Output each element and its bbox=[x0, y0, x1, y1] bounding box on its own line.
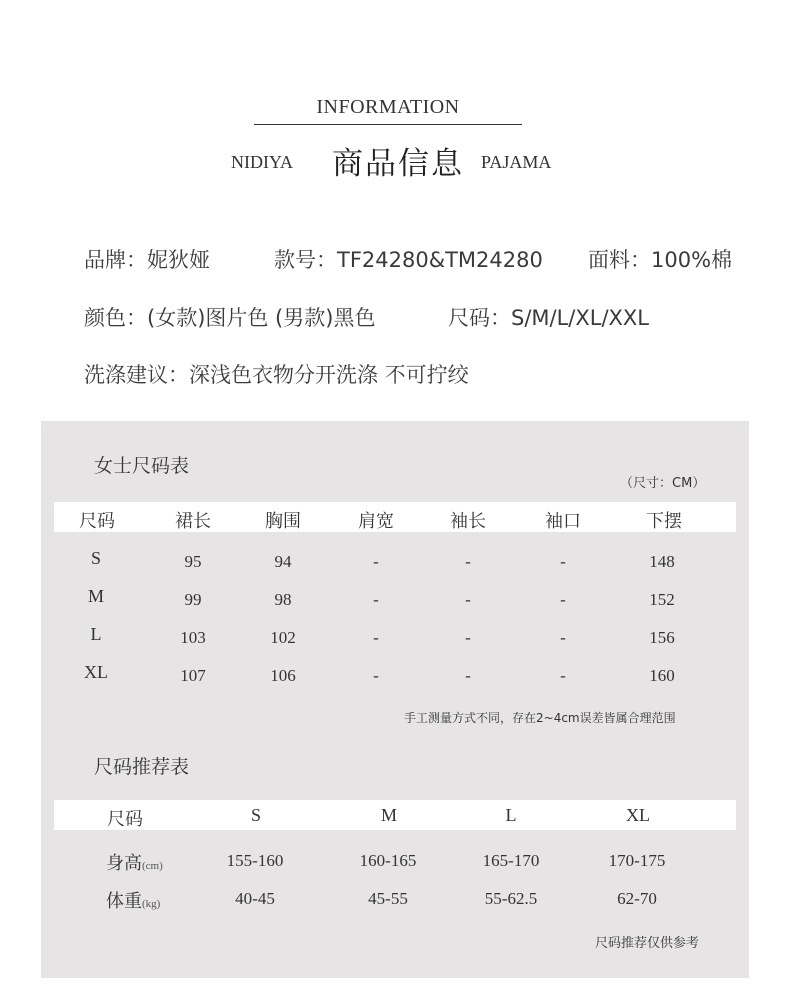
women-table-cell: - bbox=[465, 552, 471, 571]
product-fabric: 面料：100%棉 bbox=[588, 248, 733, 272]
women-table-cell: 160 bbox=[649, 666, 675, 685]
women-size-cell: S bbox=[90, 548, 102, 568]
women-table-title: 女士尺码表 bbox=[94, 456, 190, 477]
women-table-cell: 107 bbox=[180, 666, 206, 685]
weight-row-label bbox=[106, 887, 160, 913]
height-row-label bbox=[106, 849, 163, 875]
women-table-cell: 102 bbox=[270, 628, 296, 647]
women-size-cell: XL bbox=[84, 662, 108, 682]
women-table-cell: - bbox=[560, 666, 566, 685]
recommend-table-cell: 155-160 bbox=[226, 851, 284, 870]
recommend-table-cell: 55-62.5 bbox=[484, 889, 538, 908]
product-washing: 洗涤建议：深浅色衣物分开洗涤 不可拧绞 bbox=[84, 363, 469, 387]
women-table-cell: 99 bbox=[184, 590, 202, 609]
women-table-cell: 95 bbox=[184, 552, 202, 571]
height-unit: (cm) bbox=[142, 860, 163, 872]
women-table-cell: 94 bbox=[274, 552, 292, 571]
recommend-table-cell: 62-70 bbox=[617, 889, 657, 908]
women-table-cell: 152 bbox=[649, 590, 675, 609]
women-table-cell: - bbox=[373, 628, 379, 647]
heading-underline bbox=[254, 124, 522, 125]
recommend-table-cell: 40-45 bbox=[235, 889, 275, 908]
page-title: 商品信息 bbox=[332, 146, 464, 181]
women-table-cell: 98 bbox=[274, 590, 292, 609]
women-header-cell: 袖长 bbox=[450, 511, 486, 531]
women-size-cell: M bbox=[87, 586, 105, 606]
women-table-cell: 106 bbox=[270, 666, 296, 685]
recommend-note: 尺码推荐仅供参考 bbox=[595, 936, 700, 951]
product-color: 颜色：(女款)图片色 (男款)黑色 bbox=[84, 306, 376, 330]
women-table-cell: - bbox=[373, 590, 379, 609]
women-table-cell: - bbox=[465, 666, 471, 685]
product-sizes: 尺码：S/M/L/XL/XXL bbox=[448, 306, 650, 330]
women-header-cell: 胸围 bbox=[265, 511, 301, 531]
recommend-header-cell: 尺码 bbox=[107, 809, 143, 829]
weight-unit: (kg) bbox=[142, 898, 161, 910]
recommend-table-cell: 165-170 bbox=[482, 851, 540, 870]
recommend-table-cell: 160-165 bbox=[359, 851, 417, 870]
recommend-header-cell: M bbox=[380, 805, 398, 825]
women-table-cell: 156 bbox=[649, 628, 675, 647]
recommend-header-cell: L bbox=[505, 805, 517, 825]
unit-note: （尺寸：CM） bbox=[620, 476, 706, 491]
women-table-cell: - bbox=[465, 590, 471, 609]
product-model: 款号：TF24280&TM24280 bbox=[274, 248, 543, 272]
women-table-cell: - bbox=[465, 628, 471, 647]
recommend-table-cell: 170-175 bbox=[608, 851, 666, 870]
measurement-note: 手工测量方式不同，存在2~4cm误差皆属合理范围 bbox=[404, 711, 676, 725]
brand-name-right: PAJAMA bbox=[481, 152, 552, 172]
women-table-header-band bbox=[54, 502, 736, 532]
women-header-cell: 肩宽 bbox=[358, 511, 394, 531]
recommend-table-cell: 45-55 bbox=[368, 889, 408, 908]
women-size-cell: L bbox=[90, 624, 102, 644]
recommend-header-cell: S bbox=[250, 805, 262, 825]
women-table-cell: - bbox=[373, 666, 379, 685]
product-brand: 品牌：妮狄娅 bbox=[84, 248, 210, 272]
height-label: 身高 bbox=[106, 853, 142, 873]
women-table-cell: 148 bbox=[649, 552, 675, 571]
brand-name-left: NIDIYA bbox=[231, 152, 293, 172]
women-table-cell: - bbox=[373, 552, 379, 571]
info-heading: INFORMATION bbox=[316, 96, 460, 118]
women-header-cell: 袖口 bbox=[545, 511, 581, 531]
women-header-cell: 下摆 bbox=[646, 511, 682, 531]
recommend-table-title: 尺码推荐表 bbox=[94, 757, 190, 778]
women-table-cell: - bbox=[560, 628, 566, 647]
women-header-cell: 尺码 bbox=[79, 511, 115, 531]
women-table-cell: - bbox=[560, 590, 566, 609]
recommend-header-cell: XL bbox=[626, 805, 650, 825]
women-table-cell: 103 bbox=[180, 628, 206, 647]
weight-label: 体重 bbox=[106, 891, 142, 911]
women-header-cell: 裙长 bbox=[175, 511, 211, 531]
women-table-cell: - bbox=[560, 552, 566, 571]
